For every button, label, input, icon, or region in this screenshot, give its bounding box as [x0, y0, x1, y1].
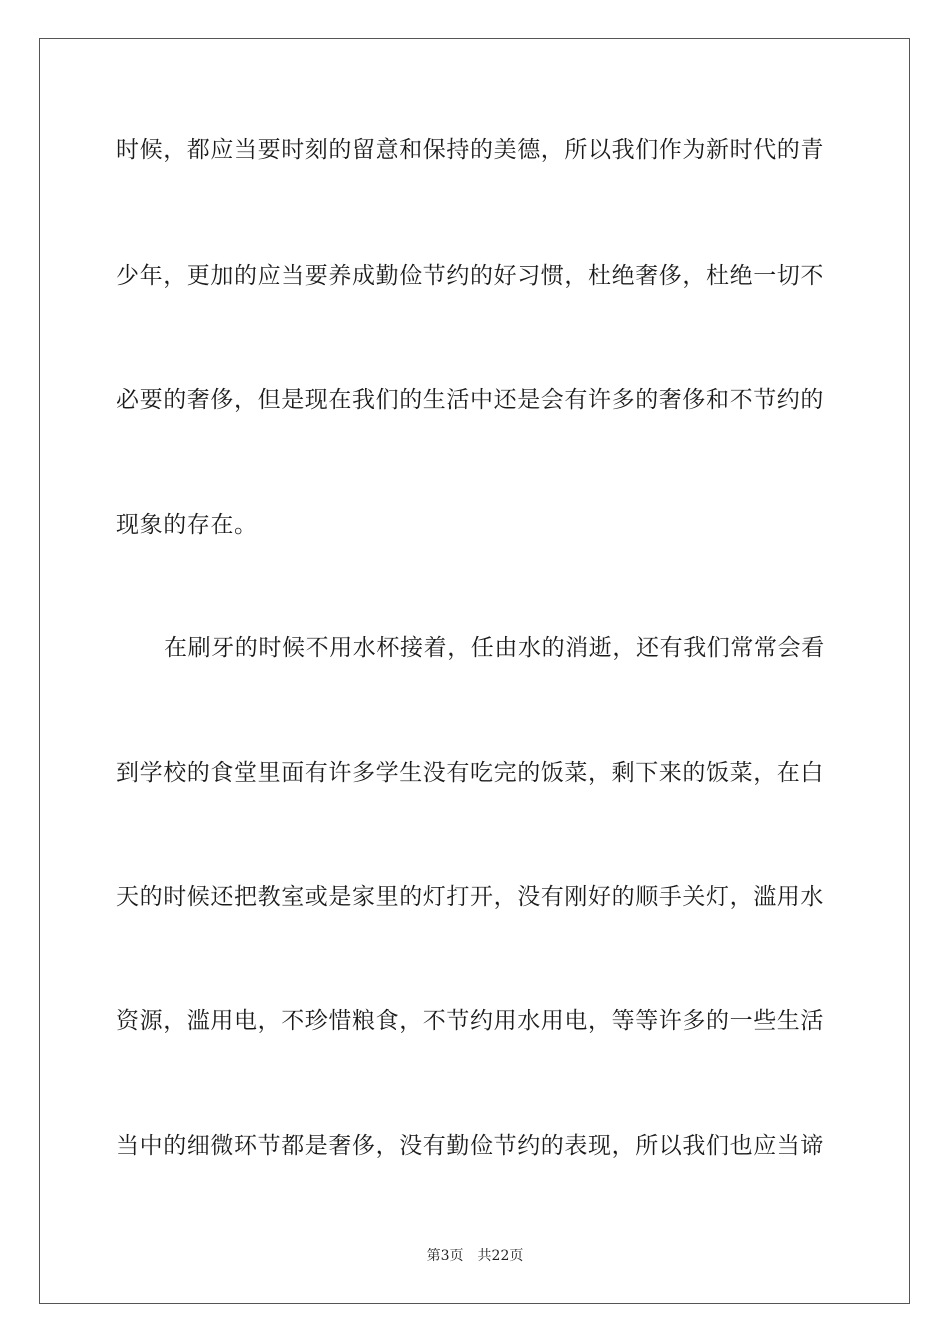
body-text-line: 资源，滥用电，不珍惜粮食，不节约用水用电，等等许多的一些生活 — [116, 1008, 824, 1034]
body-text-line: 天的时候还把教室或是家里的灯打开，没有刚好的顺手关灯，滥用水 — [116, 884, 824, 910]
body-text-line-paragraph-start: 在刷牙的时候不用水杯接着，任由水的消逝，还有我们常常会看 — [164, 635, 825, 661]
body-text-line: 必要的奢侈，但是现在我们的生活中还是会有许多的奢侈和不节约的 — [116, 387, 824, 413]
body-text-line: 少年，更加的应当要养成勤俭节约的好习惯，杜绝奢侈，杜绝一切不 — [116, 263, 824, 289]
body-text-line: 到学校的食堂里面有许多学生没有吃完的饭菜，剩下来的饭菜，在白 — [116, 760, 824, 786]
page-number-footer: 第3页 共22页 — [426, 1248, 524, 1264]
body-text-line: 时候，都应当要时刻的留意和保持的美德，所以我们作为新时代的青 — [116, 137, 824, 163]
page-frame — [39, 38, 910, 1304]
body-text-line: 现象的存在。 — [116, 512, 258, 538]
body-text-line: 当中的细微环节都是奢侈，没有勤俭节约的表现，所以我们也应当谛 — [116, 1133, 824, 1159]
